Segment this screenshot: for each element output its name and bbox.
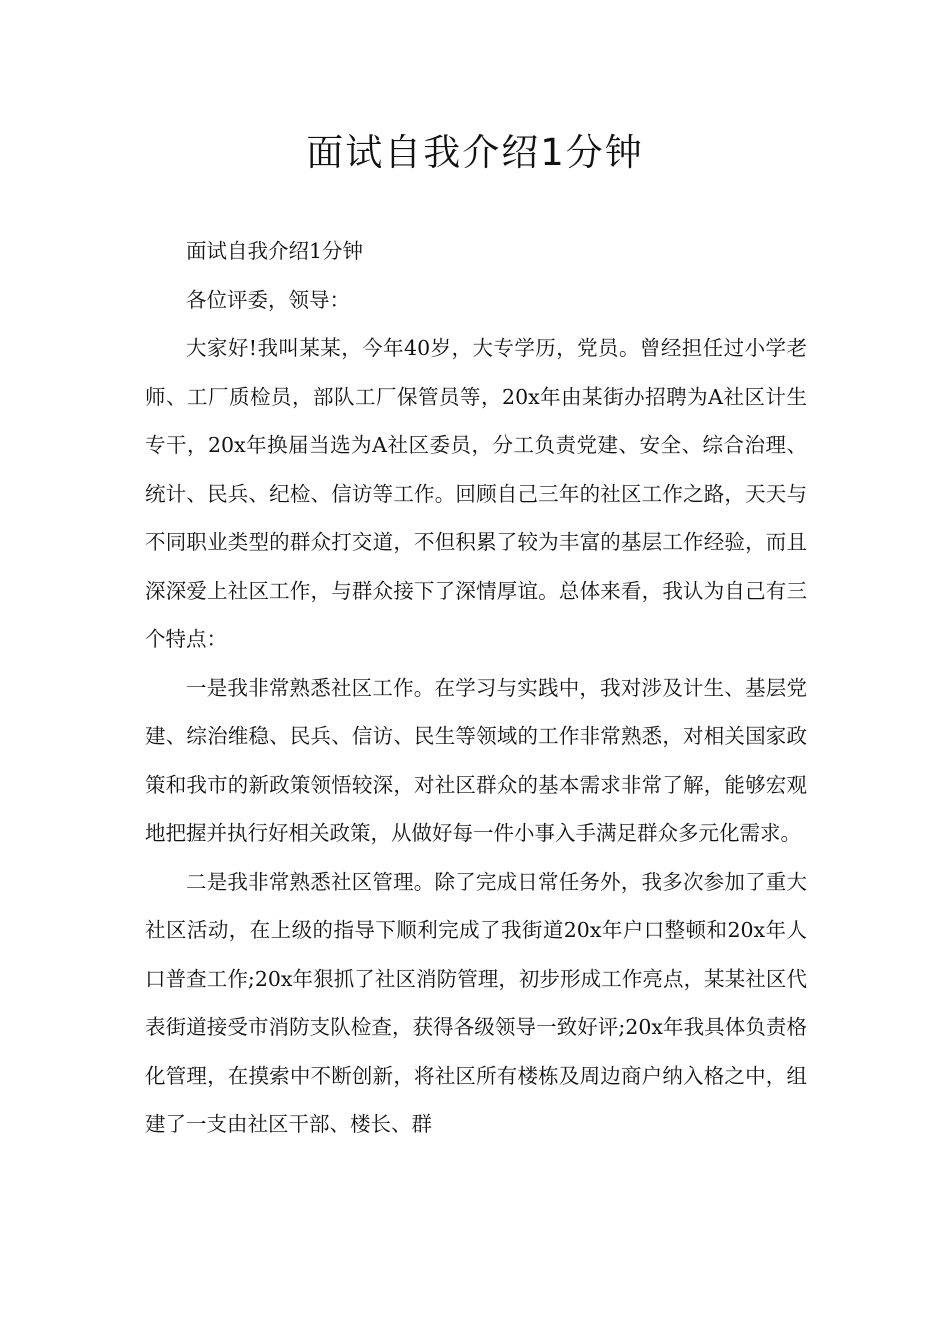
paragraph-subtitle: 面试自我介绍1分钟 [186, 239, 364, 263]
document-body [145, 227, 807, 1149]
document-title: 面试自我介绍1分钟 [306, 131, 644, 174]
paragraph-introduction: 大家好!我叫某某，今年40岁，大专学历，党员。曾经担任过小学老师、工厂质检员，部队工厂保管员等，20x年由某街办招聘为A社区计生专干，20x年换届当选为A社区委员，分工负责党建、安全、综合治理、统计、民兵、纪检、信访等工作。回顾自己三年的社区工作之路，天天与不同职业类型的群众打交道，不但积累了较为丰富的基层工作经验，而且深深爱上社区工作，与群众接下了深情厚谊。总体来看，我认为自己有三个特点： [145, 336, 807, 651]
paragraph-point-two: 二是我非常熟悉社区管理。除了完成日常任务外，我多次参加了重大社区活动，在上级的指导下顺利完成了我街道20x年户口整顿和20x年人口普查工作;20x年狠抓了社区消防管理，初步形成工作亮点，某某社区代表街道接受市消防支队检查，获得各级领导一致好评;20x年我具体负责格化管理，在摸索中不断创新，将社区所有楼栋及周边商户纳入格之中，组建了一支由社区干部、楼长、群 [145, 869, 807, 1136]
paragraph-salutation: 各位评委，领导： [186, 287, 350, 312]
paragraph-point-one: 一是我非常熟悉社区工作。在学习与实践中，我对涉及计生、基层党建、综治维稳、民兵、信访、民生等领域的工作非常熟悉，对相关国家政策和我市的新政策领悟较深，对社区群众的基本需求非常了解，能够宏观地把握并执行好相关政策，从做好每一件小事入手满足群众多元化需求。 [145, 675, 807, 845]
